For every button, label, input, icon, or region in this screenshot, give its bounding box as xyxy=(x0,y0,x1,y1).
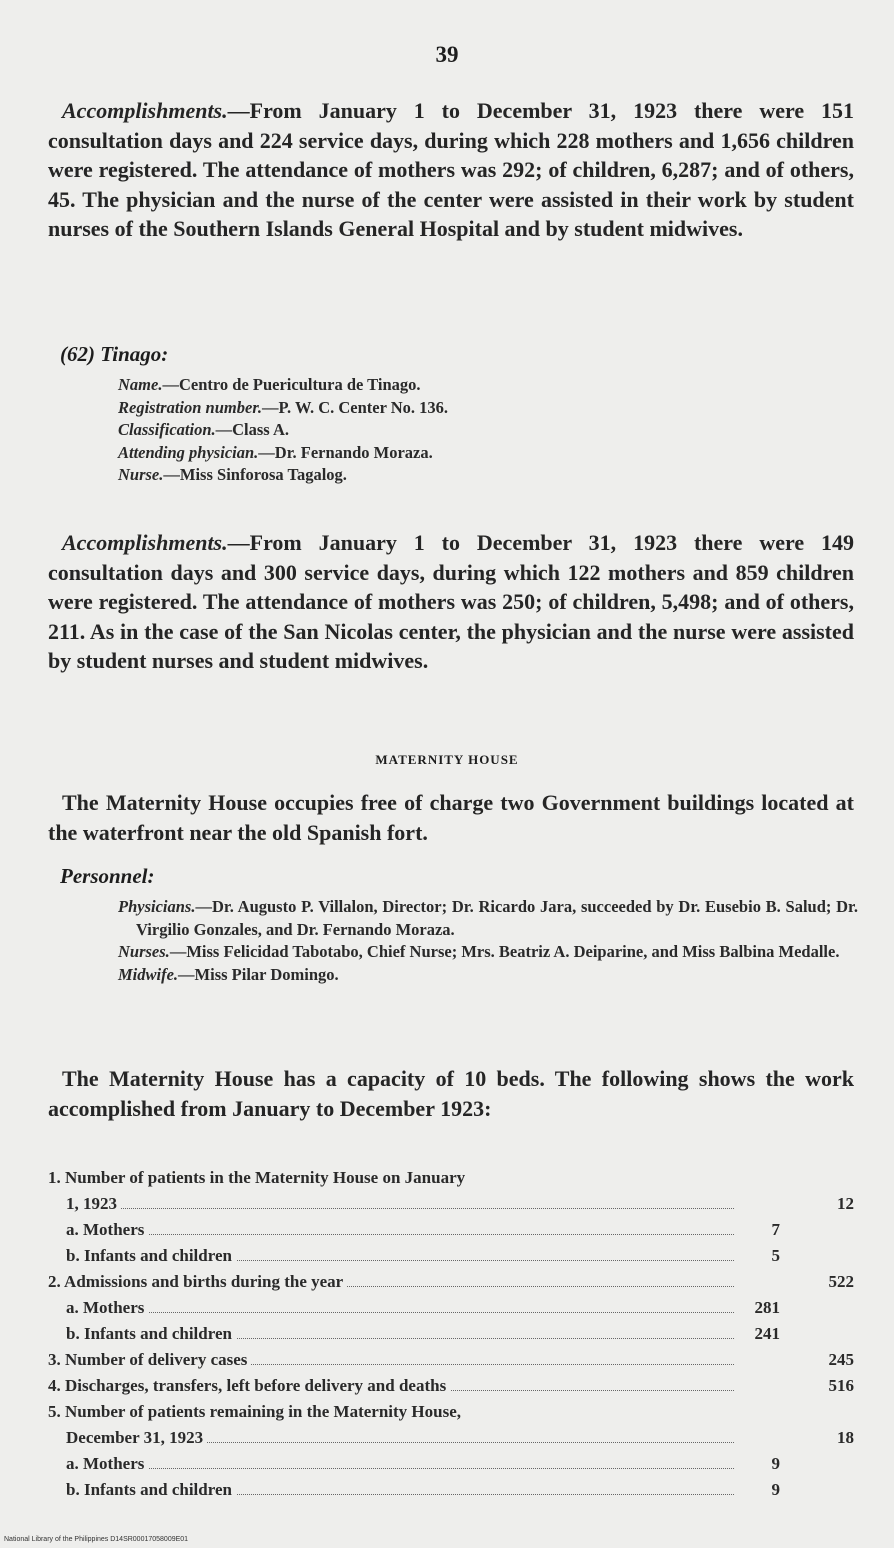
capacity-paragraph: The Maternity House has a capacity of 10 beds. The following shows the work accomplished from January to December 1923: xyxy=(48,1066,854,1121)
stats-label: b. Infants and children xyxy=(66,1321,236,1347)
leader-dots xyxy=(86,1234,734,1235)
stats-label: December 31, 1923 xyxy=(66,1425,207,1451)
stats-label: 4. Discharges, transfers, left before delivery and deaths xyxy=(48,1373,450,1399)
stats-subvalue: 9 xyxy=(771,1454,780,1473)
stats-label: 1, 1923 xyxy=(66,1191,121,1217)
stats-row xyxy=(48,1399,854,1425)
stats-label: a. Mothers xyxy=(66,1217,148,1243)
stats-row xyxy=(48,1451,854,1477)
stats-row xyxy=(48,1347,854,1373)
stats-row xyxy=(48,1243,854,1269)
nurse-line: Nurse.—Miss Sinforosa Tagalog. xyxy=(118,465,347,484)
stats-row xyxy=(48,1191,854,1217)
physician-line: Attending physician.—Dr. Fernando Moraza. xyxy=(118,442,433,462)
stats-label: b. Infants and children xyxy=(66,1243,236,1269)
stats-subvalue: 5 xyxy=(771,1246,780,1265)
tinago-heading: (62) Tinago: xyxy=(60,342,169,366)
stats-row xyxy=(48,1425,854,1451)
stats-total: 18 xyxy=(837,1428,854,1447)
stats-label: a. Mothers xyxy=(66,1451,148,1477)
leader-dots xyxy=(86,1208,734,1209)
stats-subvalue: 9 xyxy=(771,1480,780,1499)
tinago-info xyxy=(118,374,858,487)
stats-subvalue: 7 xyxy=(771,1220,780,1239)
paragraph-lead: Accomplishments. xyxy=(62,530,228,555)
paragraph-text: —From January 1 to December 31, 1923 there were 151 consultation days and 224 service days, during which 228 mothers and 1,656 children were registered. The attendance of mothers was 292; of children, 6,287; and of others, 45. The physician and the nurse of the center were assisted in their work by student nurses of the Southern Islands General Hospital and by student midwives. xyxy=(48,98,854,241)
stats-subvalue: 241 xyxy=(754,1324,780,1343)
stats-label: 5. Number of patients remaining in the Maternity House, xyxy=(48,1399,465,1425)
registration-line: Registration number.—P. W. C. Center No. 136. xyxy=(118,397,449,417)
nurses-line: Nurses.—Miss Felicidad Tabotabo, Chief Nurse; Mrs. Beatriz A. Deiparine, and Miss Balbina Medalle. xyxy=(118,942,840,961)
page-number: 39 xyxy=(435,42,459,67)
stats-row xyxy=(48,1269,854,1295)
stats-total: 516 xyxy=(828,1376,854,1395)
stats-label: b. Infants and children xyxy=(66,1477,236,1503)
footer-credit: National Library of the Philippines D14SR00017058009E01 xyxy=(4,1536,189,1543)
statistics-list xyxy=(48,1165,854,1503)
physicians-line: Physicians.—Dr. Augusto P. Villalon, Director; Dr. Ricardo Jara, succeeded by Dr. Eusebio B. Salud; Dr. Virgilio Gonzales, and Dr. Fernando Moraza. xyxy=(118,897,858,939)
stats-row xyxy=(48,1321,854,1347)
stats-total: 522 xyxy=(828,1272,854,1291)
maternity-intro-paragraph: The Maternity House occupies free of charge two Government buildings located at the waterfront near the old Spanish fort. xyxy=(48,790,854,845)
stats-label: 2. Admissions and births during the year xyxy=(48,1269,347,1295)
classification-line: Classification.—Class A. xyxy=(118,420,289,439)
leader-dots xyxy=(86,1468,734,1469)
stats-row xyxy=(48,1217,854,1243)
maternity-house-heading: MATERNITY HOUSE xyxy=(375,752,519,767)
stats-total: 12 xyxy=(837,1194,854,1213)
personnel-heading: Personnel: xyxy=(60,864,155,888)
stats-label: a. Mothers xyxy=(66,1295,148,1321)
stats-subvalue: 281 xyxy=(754,1298,780,1317)
midwife-line: Midwife.—Miss Pilar Domingo. xyxy=(118,964,339,984)
paragraph-lead: Accomplishments. xyxy=(62,98,228,123)
stats-row xyxy=(48,1295,854,1321)
stats-row xyxy=(48,1373,854,1399)
name-line: Name.—Centro de Puericultura de Tinago. xyxy=(118,375,421,394)
leader-dots xyxy=(86,1312,734,1313)
stats-row xyxy=(48,1165,854,1191)
stats-label: 1. Number of patients in the Maternity House on January xyxy=(48,1165,469,1191)
personnel-info xyxy=(118,896,858,986)
accomplishments-paragraph-2 xyxy=(48,528,854,676)
stats-row xyxy=(48,1477,854,1503)
paragraph-text: —From January 1 to December 31, 1923 there were 149 consultation days and 300 service days, during which 122 mothers and 859 children were registered. The attendance of mothers was 250; of children, 5,498; and of others, 211. As in the case of the San Nicolas center, the physician and the nurse were assisted by student nurses and student midwives. xyxy=(48,530,854,673)
stats-label: 3. Number of delivery cases xyxy=(48,1347,251,1373)
stats-total: 245 xyxy=(828,1350,854,1369)
accomplishments-paragraph-1 xyxy=(48,96,854,244)
